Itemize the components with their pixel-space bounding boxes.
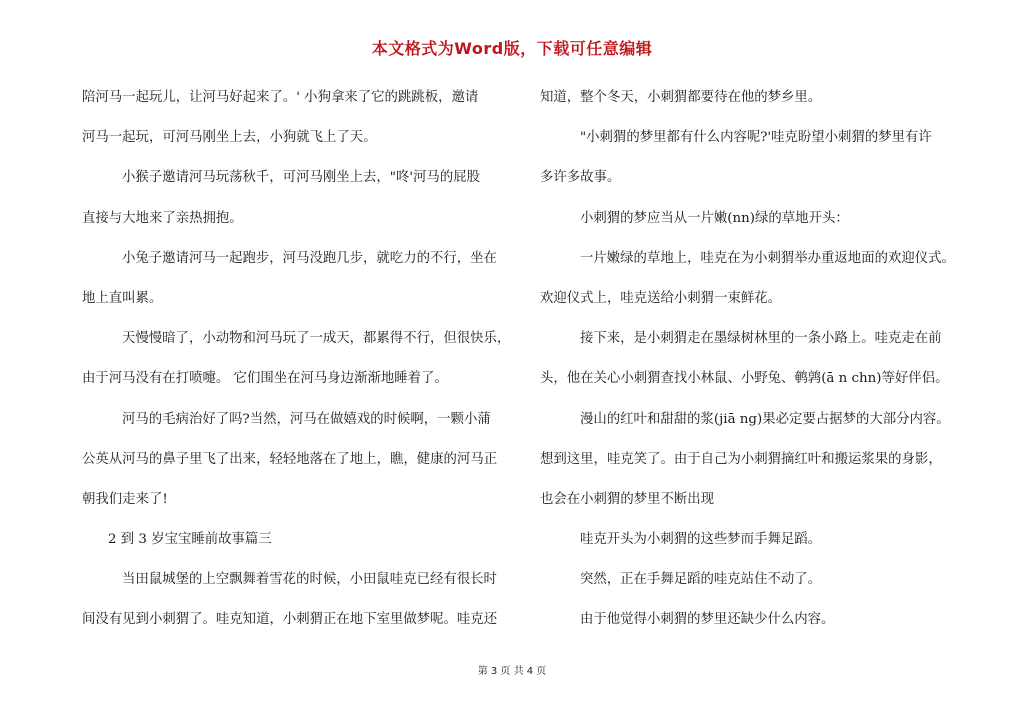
text-line: 当田鼠城堡的上空飘舞着雪花的时候，小田鼠哇克已经有很长时 (122, 572, 497, 588)
text-line: 哇克开头为小刺猬的这些梦而手舞足蹈。 (580, 532, 822, 548)
right-column (540, 78, 972, 641)
text-line: 公英从河马的鼻子里飞了出来，轻轻地落在了地上，瞧，健康的河马正 (82, 451, 498, 467)
text-line: 接下来，是小刺猬走在墨绿树林里的一条小路上。哇克走在前 (580, 331, 942, 347)
text-line: 也会在小刺猬的梦里不断出现 (540, 491, 715, 507)
format-banner: 本文格式为Word版，下载可任意编辑 (371, 39, 653, 58)
left-column (82, 78, 511, 641)
text-line: 小猴子邀请河马玩荡秋千，可河马刚坐上去，"咚'河马的屁股 (122, 170, 480, 186)
text-line: 头，他在关心小刺猬查找小林鼠、小野兔、鹌鹑(ā n chn)等好伴侣。 (540, 371, 949, 387)
text-line: 小刺猬的梦应当从一片嫩(nn)绿的草地开头： (580, 210, 849, 226)
text-line: 地上直叫累。 (82, 290, 163, 306)
section-heading: 2 到 3 岁宝宝睡前故事篇三 (108, 532, 272, 548)
text-line: "小刺猬的梦里都有什么内容呢?'哇克盼望小刺猬的梦里有许 (580, 130, 932, 146)
text-line: 间没有见到小刺猬了。哇克知道，小刺猬正在地下室里做梦呢。哇克还 (82, 612, 498, 628)
text-line: 多许多故事。 (540, 170, 621, 186)
text-line: 漫山的红叶和甜甜的浆(jiā ng)果必定要占据梦的大部分内容。 (580, 411, 950, 427)
text-line: 陪河马一起玩儿，让河马好起来了。' 小狗拿来了它的跳跳板，邀请 (82, 90, 479, 105)
text-line: 小兔子邀请河马一起跑步，河马没跑几步，就吃力的不行，坐在 (122, 250, 497, 266)
text-line: 欢迎仪式上，哇克送给小刺猬一束鲜花。 (540, 290, 782, 306)
text-line: 河马的毛病治好了吗?当然，河马在做嬉戏的时候啊，一颗小蒲 (122, 411, 491, 427)
page-number: 第 3 页 共 4 页 (477, 666, 547, 677)
text-line: 河马一起玩，可河马刚坐上去，小狗就飞上了天。 (82, 130, 377, 146)
text-line: 突然，正在手舞足蹈的哇克站住不动了。 (580, 572, 822, 588)
text-line: 由于河马没有在打喷嚏。 它们围坐在河马身边渐渐地睡着了。 (82, 371, 448, 387)
text-line: 由于他觉得小刺猬的梦里还缺少什么内容。 (580, 612, 835, 628)
text-line: 一片嫩绿的草地上，哇克在为小刺猬举办重返地面的欢迎仪式。 (580, 250, 955, 266)
text-line: 朝我们走来了! (82, 491, 168, 507)
text-line: 知道，整个冬天，小刺猬都要待在他的梦乡里。 (540, 90, 822, 105)
text-line: 想到这里，哇克笑了。由于自己为小刺猬摘红叶和搬运浆果的身影， (540, 451, 942, 467)
text-line: 天慢慢暗了，小动物和河马玩了一成天，都累得不行，但很快乐， (122, 331, 511, 347)
text-line: 直接与大地来了亲热拥抱。 (82, 210, 243, 226)
